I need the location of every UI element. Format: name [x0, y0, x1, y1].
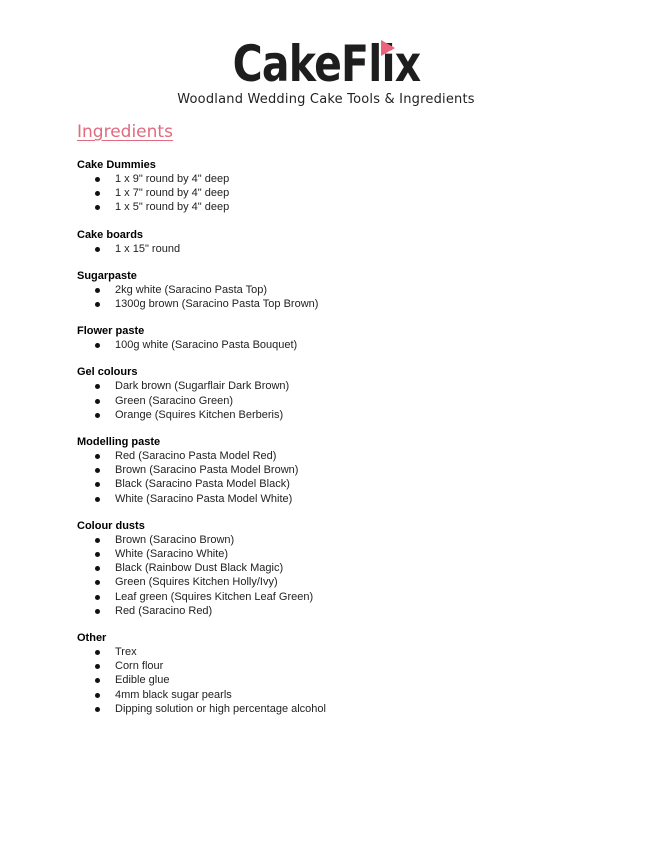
- list-item: [77, 172, 617, 186]
- bullet-icon: [95, 468, 100, 473]
- bullet-icon: [95, 693, 100, 698]
- bullet-icon: [95, 678, 100, 683]
- bullet-icon: [95, 205, 100, 210]
- bullet-icon: [95, 413, 100, 418]
- ingredient-section: [77, 435, 617, 506]
- bullet-icon: [95, 454, 100, 459]
- ingredient-section: [77, 269, 617, 311]
- bullet-icon: [95, 482, 100, 487]
- list-item: [77, 283, 617, 297]
- list-item-text: 1 x 5" round by 4" deep: [115, 201, 230, 214]
- list-item-text: 2kg white (Saracino Pasta Top): [115, 283, 268, 296]
- list-item: [77, 575, 617, 589]
- list-item-text: Trex: [115, 646, 137, 659]
- list-item-text: 4mm black sugar pearls: [115, 688, 232, 701]
- list-item: [77, 688, 617, 702]
- list-item-text: Green (Saracino Green): [115, 394, 233, 407]
- ingredients-list: [77, 158, 617, 729]
- section-title: Modelling paste: [77, 436, 161, 449]
- list-item: [77, 492, 617, 506]
- list-item-text: 1 x 15" round: [115, 242, 181, 255]
- list-item-text: Red (Saracino Pasta Model Red): [115, 450, 277, 463]
- list-item-text: Black (Rainbow Dust Black Magic): [115, 562, 284, 575]
- bullet-icon: [95, 650, 100, 655]
- list-item: [77, 394, 617, 408]
- bullet-icon: [95, 552, 100, 557]
- list-item-text: 1 x 7" round by 4" deep: [115, 187, 230, 200]
- list-item-text: 1300g brown (Saracino Pasta Top Brown): [115, 298, 319, 311]
- bullet-icon: [95, 595, 100, 600]
- bullet-icon: [95, 247, 100, 252]
- list-item-text: Dipping solution or high percentage alcohol: [115, 702, 326, 715]
- ingredients-heading: Ingredients: [77, 122, 173, 142]
- list-item-text: Brown (Saracino Brown): [115, 533, 235, 546]
- bullet-icon: [95, 664, 100, 669]
- bullet-icon: [95, 302, 100, 307]
- list-item: [77, 533, 617, 547]
- bullet-icon: [95, 384, 100, 389]
- list-item: [77, 645, 617, 659]
- list-item: [77, 408, 617, 422]
- bullet-list: [77, 379, 617, 422]
- list-item-text: Black (Saracino Pasta Model Black): [115, 478, 290, 491]
- list-item-text: Green (Squires Kitchen Holly/Ivy): [115, 576, 278, 589]
- list-item: [77, 449, 617, 463]
- list-item: [77, 604, 617, 618]
- bullet-icon: [95, 497, 100, 502]
- list-item: [77, 659, 617, 673]
- ingredient-section: [77, 158, 617, 215]
- list-item: [77, 297, 617, 311]
- bullet-icon: [95, 177, 100, 182]
- list-item: [77, 673, 617, 687]
- ingredient-section: [77, 365, 617, 422]
- ingredient-section: [77, 228, 617, 256]
- section-title: Colour dusts: [77, 519, 145, 532]
- list-item-text: White (Saracino Pasta Model White): [115, 492, 293, 505]
- bullet-icon: [95, 609, 100, 614]
- list-item: [77, 200, 617, 214]
- ingredient-section: [77, 631, 617, 716]
- list-item-text: 1 x 9" round by 4" deep: [115, 173, 230, 185]
- bullet-list: [77, 172, 617, 215]
- list-item-text: Orange (Squires Kitchen Berberis): [115, 408, 284, 421]
- bullet-icon: [95, 288, 100, 293]
- list-item: [77, 242, 617, 256]
- list-item: [77, 561, 617, 575]
- bullet-list: [77, 283, 617, 311]
- logo-play-icon: [381, 40, 395, 56]
- bullet-list: [77, 449, 617, 506]
- section-title: Cake Dummies: [77, 159, 156, 171]
- bullet-list: [77, 645, 617, 716]
- list-item-text: Red (Saracino Red): [115, 604, 213, 617]
- bullet-icon: [95, 538, 100, 543]
- section-title: Sugarpaste: [77, 269, 137, 282]
- bullet-icon: [95, 343, 100, 348]
- list-item-text: Dark brown (Sugarflair Dark Brown): [115, 380, 290, 393]
- bullet-icon: [95, 707, 100, 712]
- list-item: [77, 463, 617, 477]
- list-item-text: Leaf green (Squires Kitchen Leaf Green): [115, 590, 314, 603]
- list-item: [77, 379, 617, 393]
- logo-wordmark: CakeFlix: [232, 35, 420, 93]
- logo: [0, 36, 652, 92]
- section-title: Gel colours: [77, 366, 138, 379]
- list-item: [77, 702, 617, 716]
- bullet-list: [77, 338, 617, 352]
- bullet-icon: [95, 566, 100, 571]
- list-item: [77, 477, 617, 491]
- list-item-text: 100g white (Saracino Pasta Bouquet): [115, 339, 298, 352]
- list-item-text: White (Saracino White): [115, 548, 229, 561]
- list-item: [77, 186, 617, 200]
- bullet-list: [77, 533, 617, 618]
- bullet-icon: [95, 580, 100, 585]
- bullet-icon: [95, 399, 100, 404]
- list-item-text: Corn flour: [115, 660, 164, 673]
- list-item-text: Brown (Saracino Pasta Model Brown): [115, 464, 299, 477]
- ingredient-section: [77, 519, 617, 618]
- ingredient-section: [77, 324, 617, 352]
- list-item: [77, 547, 617, 561]
- document-subtitle: Woodland Wedding Cake Tools & Ingredients: [177, 92, 475, 107]
- list-item-text: Edible glue: [115, 674, 170, 687]
- bullet-list: [77, 242, 617, 256]
- bullet-icon: [95, 191, 100, 196]
- section-title: Other: [77, 632, 107, 645]
- section-title: Flower paste: [77, 325, 145, 338]
- list-item: [77, 590, 617, 604]
- list-item: [77, 338, 617, 352]
- section-title: Cake boards: [77, 228, 144, 241]
